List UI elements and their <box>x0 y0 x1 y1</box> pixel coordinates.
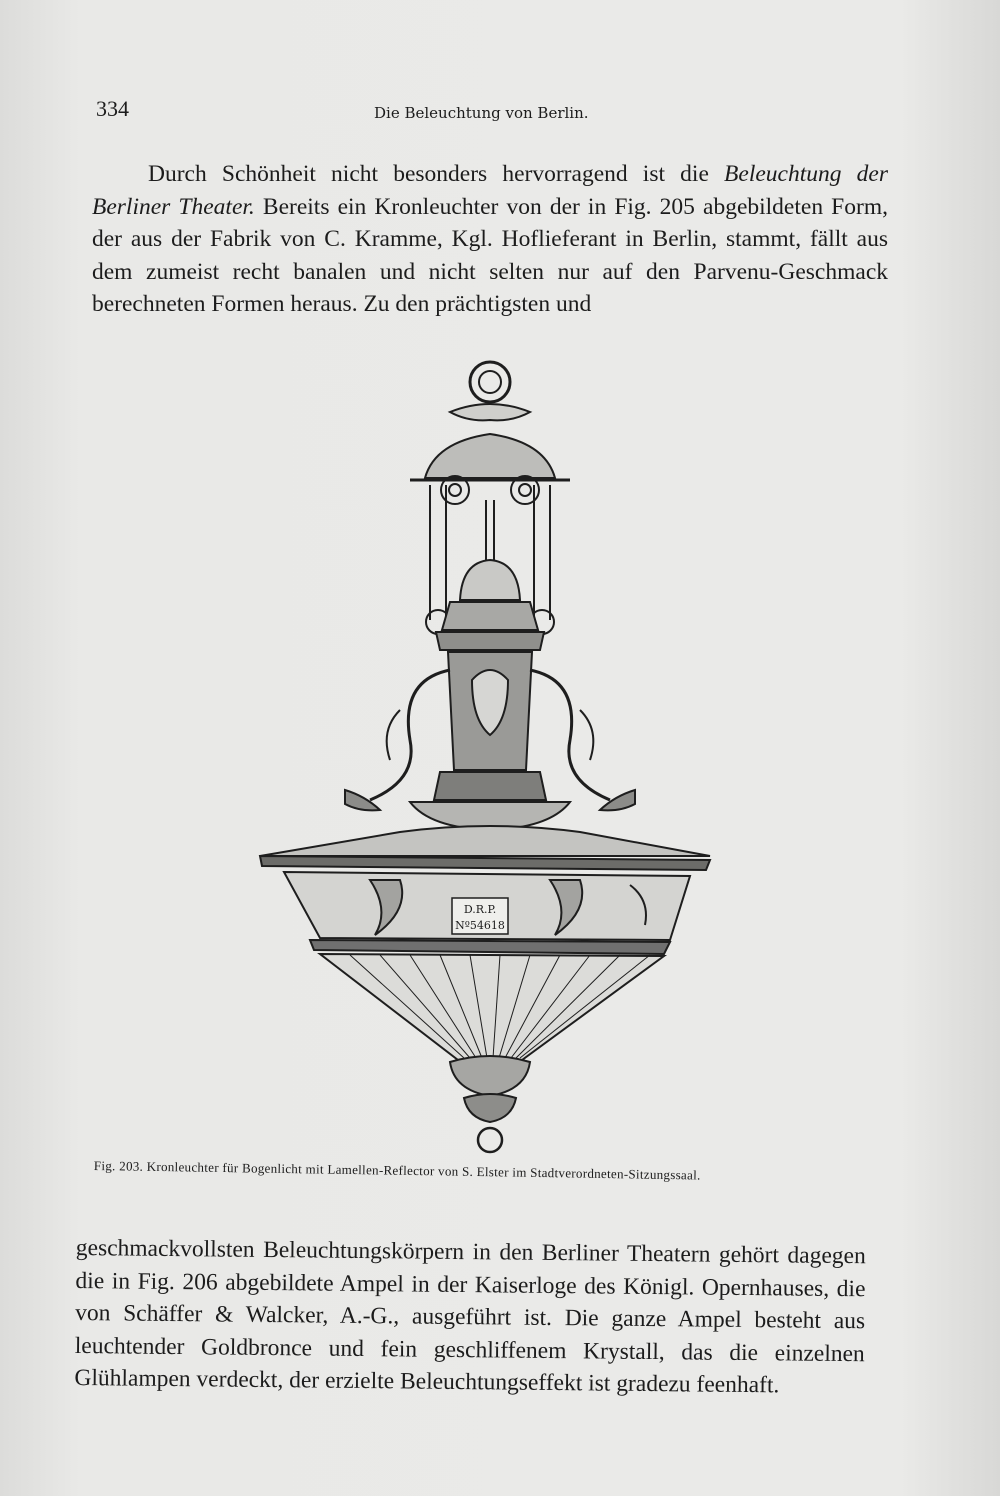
paragraph-top <box>92 158 888 321</box>
figure-caption: Fig. 203. Kronleuchter für Bogenlicht mit Lamellen-Reflector von S. Elster im Stadtverordneten-Sitzungssaal. <box>93 1158 701 1183</box>
paragraph-top-text-1: Durch Schönheit nicht besonders hervorragend ist die <box>148 161 725 187</box>
page-header <box>96 96 606 126</box>
plate-line-2: Nº54618 <box>455 919 505 932</box>
paragraph-bottom: geschmackvollsten Beleuchtungskörpern in den Berliner Theatern gehört dagegen die in Fig. 206 abgebildete Ampel in der Kaiserloge des Königl. Opernhauses, die von Schäffer & Walcker, A.-G., ausgeführt ist. Die ganze Ampel besteht aus leuchtender Goldbronce und fein geschliffenem Krystall, das die einzelnen Glühlampen verdeckt, der erzielte Beleuchtungseffekt ist gradezu feenhaft. <box>74 1234 866 1399</box>
paragraph-top-emphasis: Beleuchtung der Berliner Theater. <box>92 161 888 220</box>
running-title: Die Beleuchtung von Berlin. <box>374 104 589 122</box>
chandelier-illustration <box>250 350 730 1160</box>
paragraph-top-text-2: Bereits ein Kronleuchter von der in Fig. 205 abgebildeten Form, der aus der Fabrik von C. Kramme, Kgl. Hoflieferant in Berlin, stammt, fällt aus dem zumeist recht banalen und nicht selten nur auf den Parvenu-Geschmack berechneten Formen heraus. Zu den prächtigsten und <box>92 193 888 317</box>
page-number: 334 <box>96 96 129 121</box>
plate-line-1: D.R.P. <box>463 903 497 916</box>
